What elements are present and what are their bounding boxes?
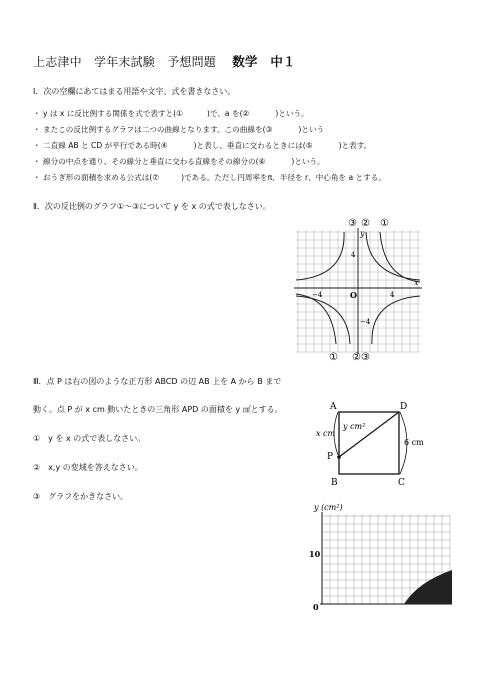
s1-item-5: ・ おうぎ形の面積を求める公式は(⑦ )である。ただし円周率をπ、半径を r、中心角を a とする。 — [33, 173, 386, 182]
graph-label-top-3: ③ — [348, 218, 357, 229]
s1-item-3: ・ 二直線 AB と CD が平行である時(④ )と表し、垂直に交わるときには(⑤ )と表す。 — [33, 141, 372, 150]
label-xcm: x cm — [316, 429, 336, 438]
label-ycm: y cm² — [343, 422, 366, 431]
question-3-1: ① y を x の式で表しなさい。 — [33, 434, 146, 443]
square-diagram — [310, 397, 435, 489]
section3-heading: Ⅲ．点 P は右の図のような正方形 ABCD の辺 AB 上を A から B まで — [33, 377, 282, 386]
label-B: B — [331, 478, 338, 488]
graph-label-bottom-1: ① — [329, 352, 338, 362]
label-A: A — [330, 402, 337, 412]
title-main: 上志津中 学年末試験 予想問題 — [33, 55, 217, 69]
section2-heading: Ⅱ．次の反比例のグラフ①～③について y を x の式で表しなさい。 — [33, 202, 271, 211]
tick-x-4: 4 — [390, 291, 395, 299]
section3-line2: 動く。点 P が x cm 動いたときの三角形 APD の面積を y ㎠とする。 — [33, 405, 283, 414]
origin-label: O — [350, 290, 357, 300]
y-axis-label: y — [360, 229, 365, 238]
section1-heading: Ⅰ．次の空欄にあてはまる用語や文字、式を書きなさい。 — [33, 87, 236, 96]
graph-label-bottom-23: ②③ — [352, 352, 370, 362]
hyperbola-graph — [290, 212, 430, 362]
answer-graph — [306, 500, 456, 612]
label-6cm: 6 cm — [404, 438, 424, 447]
s1-item-1: ・ y は x に反比例する関係を式で表すと(① )で、a を(② )という。 — [33, 109, 309, 118]
graph-label-top-1: ① — [380, 218, 389, 229]
label-C: C — [398, 478, 405, 488]
tick-y-4: 4 — [351, 251, 356, 259]
s1-item-4: ・ 線分の中点を通り、その線分と垂直に交わる直線をその線分の(⑥ )という。 — [33, 157, 325, 166]
page-title — [33, 52, 296, 70]
question-3-3: ③ グラフをかきなさい。 — [33, 492, 129, 501]
label-D: D — [400, 402, 408, 412]
x-axis-label: x — [414, 278, 419, 287]
scan-smudge — [404, 570, 452, 604]
question-3-2: ② x,y の変域を答えなさい。 — [33, 463, 143, 472]
tick-x-neg-4: −4 — [312, 291, 323, 299]
segment-pd — [339, 412, 399, 457]
tick-y-neg-4: −4 — [360, 318, 371, 326]
answer-origin: 0 — [313, 602, 319, 612]
point-p — [337, 455, 341, 459]
title-subject: 数学 中１ — [232, 54, 296, 69]
answer-graph-ylabel: y (cm²) — [314, 503, 343, 512]
graph-label-top-2: ② — [361, 218, 370, 229]
label-P: P — [327, 452, 334, 462]
s1-item-2: ・ またこの反比例するグラフは二つの曲線となります。この曲線を(③ )という — [33, 125, 325, 134]
answer-tick-10: 10 — [309, 549, 321, 559]
